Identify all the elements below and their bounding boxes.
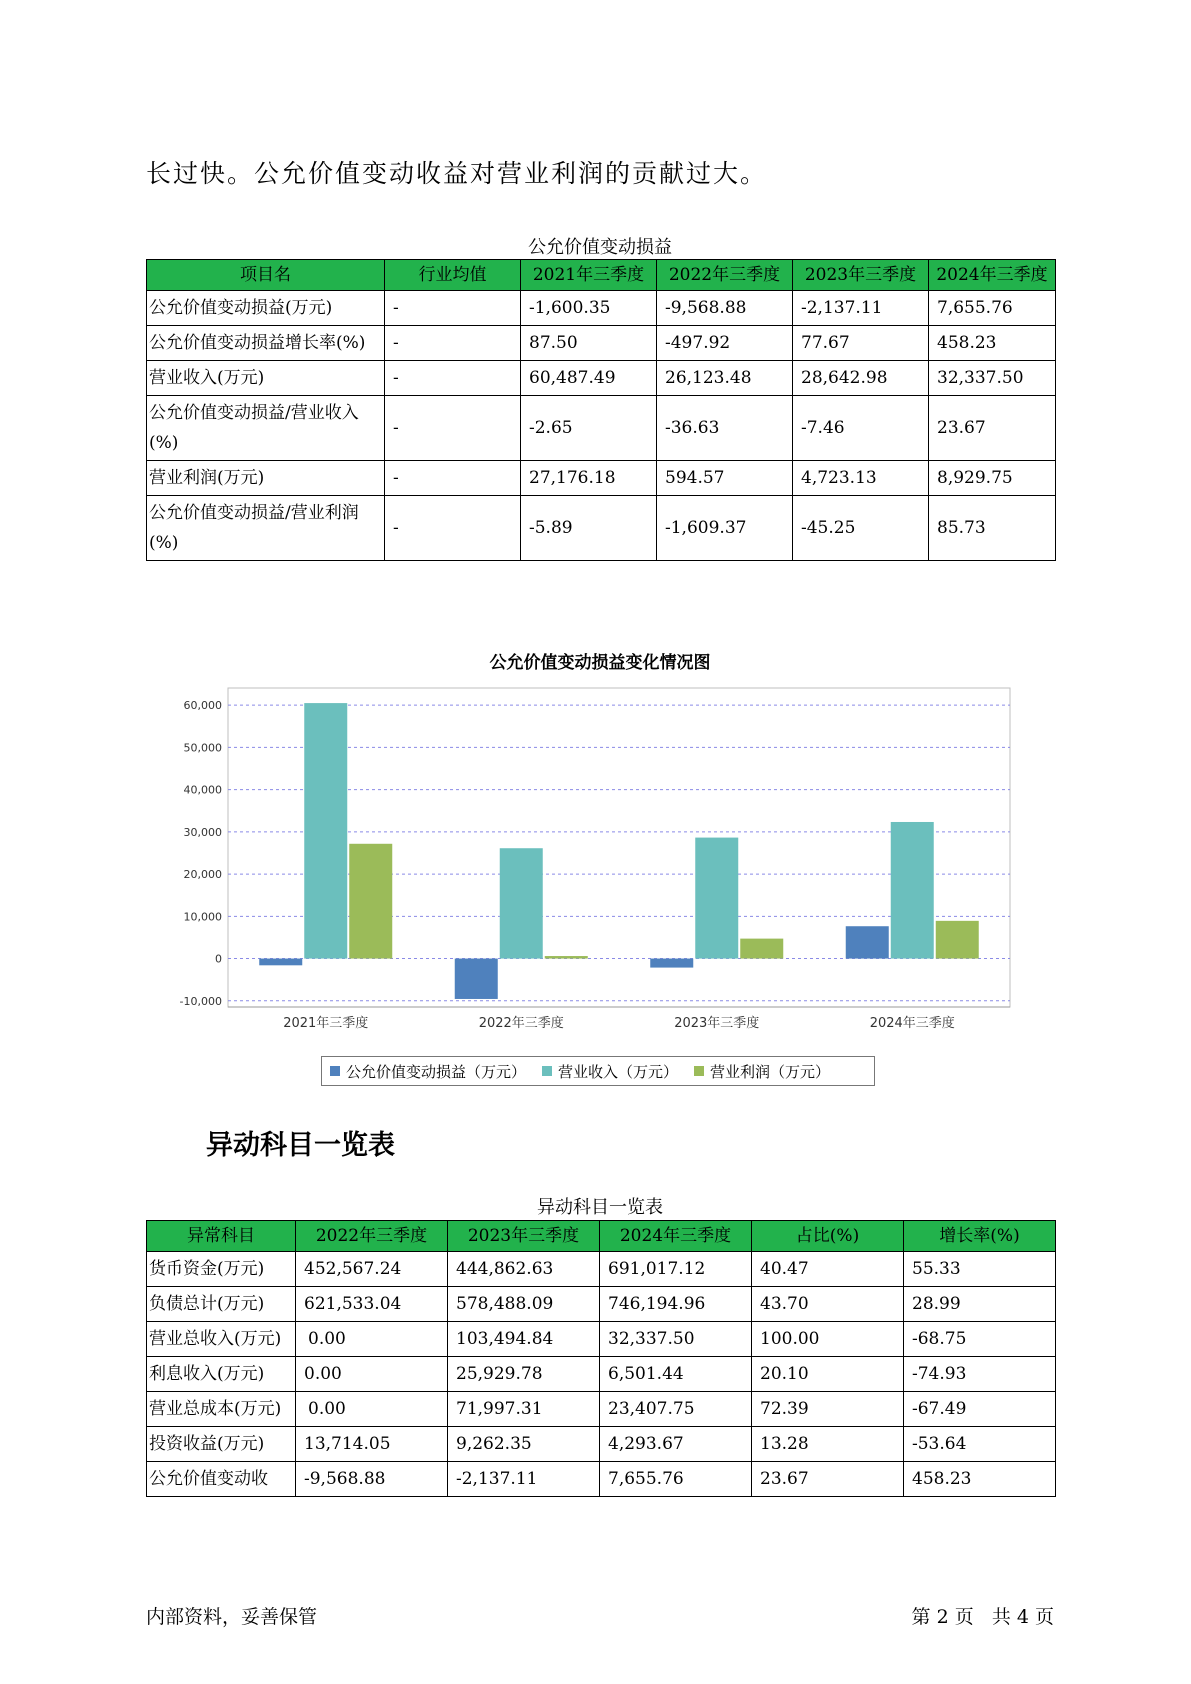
value-cell: -9,568.88 [657,291,793,326]
table-row [147,496,1056,561]
legend-label: 营业收入（万元） [558,1062,679,1081]
row-label: 投资收益(万元) [147,1427,296,1462]
chart-legend [321,1056,875,1086]
table-row [147,1252,1056,1287]
value-cell: 452,567.24 [296,1252,448,1287]
value-cell: 0.00 [296,1392,448,1427]
industry-avg-cell: - [385,461,521,496]
row-label: 公允价值变动损益/营业利润(%) [147,496,385,561]
value-cell: -53.64 [904,1427,1056,1462]
row-label: 公允价值变动损益/营业收入(%) [147,396,385,461]
row-label: 公允价值变动损益(万元) [147,291,385,326]
value-cell: 85.73 [929,496,1056,561]
y-tick-label: 20,000 [183,868,222,882]
table-header-row [147,1221,1056,1252]
value-cell: 13,714.05 [296,1427,448,1462]
table1-caption: 公允价值变动损益 [528,237,672,258]
header-cell: 2022年三季度 [657,260,793,291]
chart-title: 公允价值变动损益变化情况图 [489,653,711,673]
table-row [147,1392,1056,1427]
legend-item [694,1061,830,1082]
value-cell: -67.49 [904,1392,1056,1427]
header-cell: 2022年三季度 [296,1221,448,1252]
legend-label: 营业利润（万元） [710,1062,831,1081]
value-cell: 621,533.04 [296,1287,448,1322]
value-cell: 87.50 [521,326,657,361]
value-cell: 13.28 [752,1427,904,1462]
value-cell: -45.25 [793,496,929,561]
value-cell: 28.99 [904,1287,1056,1322]
table-header-row [147,260,1056,291]
value-cell: 27,176.18 [521,461,657,496]
value-cell: 25,929.78 [448,1357,600,1392]
value-cell: 7,655.76 [929,291,1056,326]
row-label: 营业收入(万元) [147,361,385,396]
x-tick-label: 2023年三季度 [674,1016,760,1031]
value-cell: -36.63 [657,396,793,461]
fair-value-bar-chart [160,680,1020,1060]
row-label: 负债总计(万元) [147,1287,296,1322]
y-tick-label: 60,000 [183,699,222,713]
value-cell: 28,642.98 [793,361,929,396]
y-tick-label: 0 [215,952,222,966]
bar [936,921,979,959]
value-cell: 60,487.49 [521,361,657,396]
header-cell: 2023年三季度 [448,1221,600,1252]
value-cell: 32,337.50 [600,1322,752,1357]
value-cell: 23,407.75 [600,1392,752,1427]
value-cell: -1,600.35 [521,291,657,326]
y-tick-label: 10,000 [183,910,222,924]
fair-value-table [146,259,1056,561]
value-cell: -2,137.11 [793,291,929,326]
value-cell: -497.92 [657,326,793,361]
value-cell: 4,293.67 [600,1427,752,1462]
table-row [147,1427,1056,1462]
legend-item [330,1061,526,1082]
value-cell: 691,017.12 [600,1252,752,1287]
row-label: 营业总收入(万元) [147,1322,296,1357]
table-row [147,461,1056,496]
table-row [147,396,1056,461]
x-tick-label: 2021年三季度 [283,1016,369,1031]
bar [304,703,347,958]
header-cell: 增长率(%) [904,1221,1056,1252]
section-title: 异动科目一览表 [206,1130,395,1161]
value-cell: 0.00 [296,1357,448,1392]
y-tick-label: 50,000 [183,741,222,755]
value-cell: 40.47 [752,1252,904,1287]
value-cell: 594.57 [657,461,793,496]
value-cell: 23.67 [929,396,1056,461]
legend-label: 公允价值变动损益（万元） [346,1062,527,1081]
value-cell: 0.00 [296,1322,448,1357]
value-cell: 55.33 [904,1252,1056,1287]
table-row [147,1322,1056,1357]
value-cell: -5.89 [521,496,657,561]
row-label: 公允价值变动收 [147,1462,296,1497]
bar [846,926,889,958]
row-label: 利息收入(万元) [147,1357,296,1392]
x-tick-label: 2022年三季度 [478,1016,564,1031]
value-cell: 26,123.48 [657,361,793,396]
bar [259,959,302,966]
value-cell: 444,862.63 [448,1252,600,1287]
value-cell: -1,609.37 [657,496,793,561]
value-cell: 8,929.75 [929,461,1056,496]
industry-avg-cell: - [385,361,521,396]
y-tick-label: 30,000 [183,825,222,839]
header-cell: 2024年三季度 [600,1221,752,1252]
industry-avg-cell: - [385,396,521,461]
table-row [147,1287,1056,1322]
value-cell: 458.23 [904,1462,1056,1497]
value-cell: -68.75 [904,1322,1056,1357]
bar [349,844,392,959]
value-cell: 72.39 [752,1392,904,1427]
bar [500,848,543,958]
table-row [147,361,1056,396]
row-label: 货币资金(万元) [147,1252,296,1287]
value-cell: 100.00 [752,1322,904,1357]
value-cell: 9,262.35 [448,1427,600,1462]
legend-swatch [330,1066,340,1076]
y-tick-label: -10,000 [179,994,222,1008]
value-cell: 77.67 [793,326,929,361]
row-label: 营业利润(万元) [147,461,385,496]
industry-avg-cell: - [385,291,521,326]
value-cell: -74.93 [904,1357,1056,1392]
value-cell: 7,655.76 [600,1462,752,1497]
bar [455,959,498,999]
industry-avg-cell: - [385,326,521,361]
header-cell: 2021年三季度 [521,260,657,291]
header-cell: 异常科目 [147,1221,296,1252]
value-cell: 746,194.96 [600,1287,752,1322]
footer-page-number: 第 2 页 共 4 页 [911,1606,1054,1628]
value-cell: 578,488.09 [448,1287,600,1322]
value-cell: 43.70 [752,1287,904,1322]
y-tick-label: 40,000 [183,783,222,797]
table-row [147,326,1056,361]
legend-swatch [694,1066,704,1076]
bar [545,956,588,959]
x-tick-label: 2024年三季度 [869,1016,955,1031]
abnormal-items-table [146,1220,1056,1497]
value-cell: 71,997.31 [448,1392,600,1427]
industry-avg-cell: - [385,496,521,561]
bar [650,959,693,968]
value-cell: 32,337.50 [929,361,1056,396]
footer-confidential: 内部资料，妥善保管 [146,1606,318,1628]
header-cell: 2023年三季度 [793,260,929,291]
header-cell: 占比(%) [752,1221,904,1252]
value-cell: 103,494.84 [448,1322,600,1357]
intro-paragraph: 长过快。公允价值变动收益对营业利润的贡献过大。 [146,159,768,188]
bar [891,822,934,959]
table-row [147,291,1056,326]
table2-caption: 异动科目一览表 [537,1197,663,1218]
legend-swatch [542,1066,552,1076]
value-cell: -2,137.11 [448,1462,600,1497]
bar [740,939,783,959]
row-label: 公允价值变动损益增长率(%) [147,326,385,361]
value-cell: 4,723.13 [793,461,929,496]
value-cell: -9,568.88 [296,1462,448,1497]
value-cell: 20.10 [752,1357,904,1392]
header-cell: 项目名 [147,260,385,291]
header-cell: 行业均值 [385,260,521,291]
table-row [147,1357,1056,1392]
value-cell: -7.46 [793,396,929,461]
value-cell: 6,501.44 [600,1357,752,1392]
header-cell: 2024年三季度 [929,260,1056,291]
bar [695,838,738,959]
value-cell: -2.65 [521,396,657,461]
value-cell: 23.67 [752,1462,904,1497]
legend-item [542,1061,678,1082]
table-row [147,1462,1056,1497]
row-label: 营业总成本(万元) [147,1392,296,1427]
value-cell: 458.23 [929,326,1056,361]
